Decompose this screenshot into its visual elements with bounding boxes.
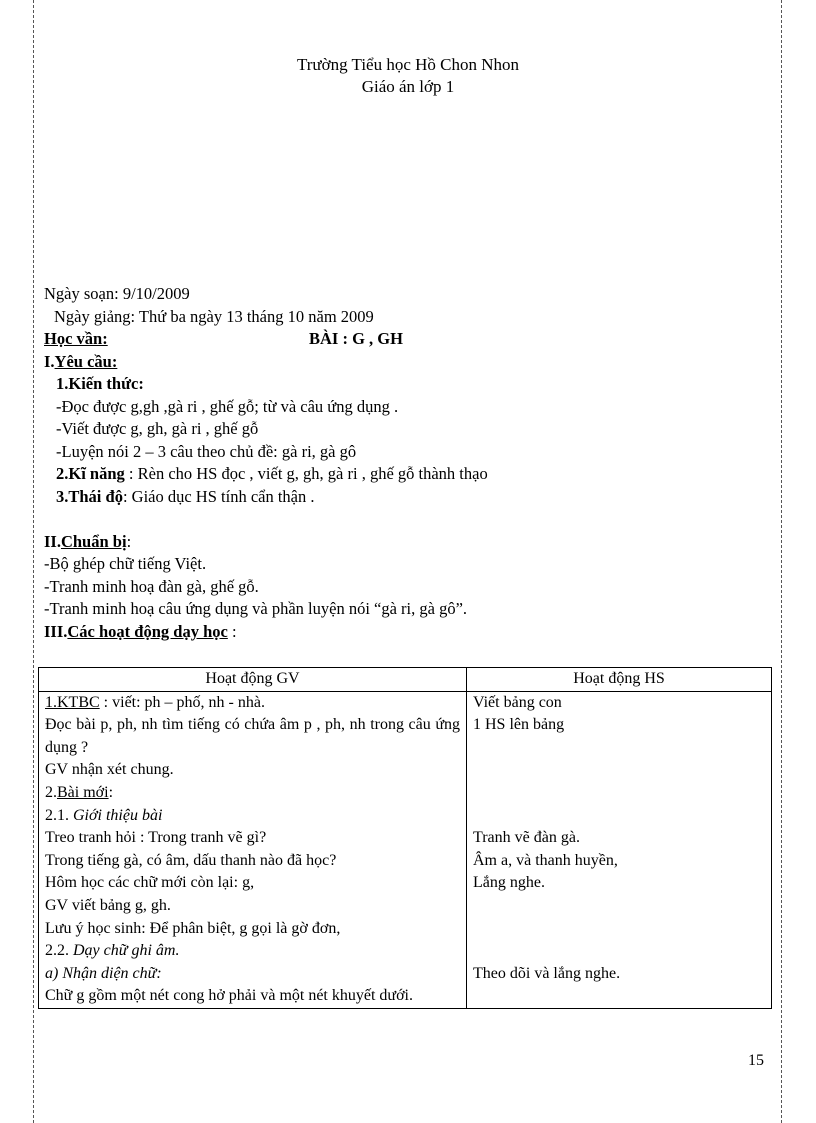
hs-line: 1 HS lên bảng [473, 716, 565, 734]
gv-line: Chữ g gồm một nét cong hở phải và một nét khuyết dưới. [45, 987, 413, 1005]
gv-line: Hôm học các chữ mới còn lại: g, [45, 874, 255, 892]
gv-line: Lưu ý học sinh: Để phân biệt, g gọi là gờ đơn, [45, 919, 341, 937]
item-number: 2.1. [45, 806, 73, 824]
intro-label: Giới thiệu bài [73, 806, 163, 824]
section-preparation-heading [44, 531, 774, 554]
ktbc-text: : viết: ph – phố, nh - nhà. [99, 693, 265, 711]
attitude-line [44, 486, 774, 509]
gv-line: Đọc bài p, ph, nh tìm tiếng có chứa âm p , ph, nh trong câu ứng dụng ? [45, 716, 460, 756]
item-colon: : [108, 783, 114, 801]
table-header-row [39, 668, 772, 692]
knowledge-item: -Viết được g, gh, gà ri , ghế gỗ [56, 419, 259, 438]
new-lesson-label: Bài mới [57, 783, 109, 801]
gv-line: a) Nhận diện chữ: [45, 964, 162, 982]
preparation-item: -Tranh minh hoạ câu ứng dụng và phần luyện nói “gà ri, gà gô”. [44, 599, 468, 618]
ktbc-label: 1.KTBC [45, 693, 100, 711]
knowledge-item: -Đọc được g,gh ,gà ri , ghế gỗ; từ và câu ứng dụng . [56, 396, 399, 416]
lesson-content [44, 283, 774, 643]
preparation-item: -Bộ ghép chữ tiếng Việt. [44, 554, 207, 573]
item-number: 2.2. [45, 942, 73, 960]
section-title: Chuẩn bị [60, 531, 127, 551]
section-number: II. [44, 531, 61, 551]
preparation-item: -Tranh minh hoạ đàn gà, ghế gỗ. [44, 576, 259, 596]
hs-line: Lắng nghe. [473, 874, 545, 892]
item-number: 2. [45, 783, 57, 801]
lesson-heading [44, 328, 774, 351]
gv-line: GV viết bảng g, gh. [45, 896, 171, 914]
knowledge-label: 1.Kiến thức: [56, 374, 144, 393]
lesson-title: BÀI : G , GH [309, 329, 403, 348]
hs-blank [473, 918, 765, 941]
knowledge-item: -Luyện nói 2 – 3 câu theo chủ đề: gà ri, gà gô [56, 441, 357, 461]
gv-line: Treo tranh hỏi : Trong tranh vẽ gì? [45, 829, 267, 847]
teacher-activity-cell [39, 691, 467, 1008]
hs-blank [473, 940, 765, 963]
section-number: I. [44, 351, 55, 371]
section-activities-heading [44, 621, 774, 644]
section-number: III. [44, 621, 68, 641]
school-name: Trường Tiểu học Hồ Chon Nhon [296, 55, 520, 74]
student-activity-cell [467, 691, 772, 1008]
attitude-text: : Giáo dục HS tính cẩn thận . [122, 486, 315, 506]
gv-line [45, 940, 460, 963]
header-student-activity: Hoạt động HS [467, 668, 772, 692]
hs-line: Âm a, và thanh huyền, [473, 851, 618, 869]
gv-line [45, 692, 460, 715]
hs-line: Viết bảng con [473, 693, 562, 711]
hs-blank [473, 737, 765, 760]
lesson-plan-grade: Giáo án lớp 1 [361, 77, 455, 96]
skill-label: 2.Kĩ năng [56, 464, 125, 483]
hs-line: Theo dõi và lắng nghe. [473, 964, 621, 982]
section-title: Các hoạt động dạy học [67, 621, 228, 641]
subject-label: Học vần: [44, 329, 108, 348]
skill-text: : Rèn cho HS đọc , viết g, gh, gà ri , ghế gỗ thành thạo [124, 464, 488, 483]
activities-table [38, 667, 772, 1009]
gv-line [45, 805, 460, 828]
spacer [44, 508, 774, 531]
section-requirements-heading [44, 351, 774, 374]
section-colon: : [126, 531, 132, 551]
hs-blank [473, 759, 765, 782]
header-teacher-activity: Hoạt động GV [39, 668, 467, 692]
hs-line: Tranh vẽ đàn gà. [473, 829, 580, 847]
section-colon: : [227, 621, 237, 641]
hs-blank [473, 782, 765, 805]
section-title: Yêu cầu: [54, 351, 118, 371]
date-taught: Ngày giảng: Thứ ba ngày 13 tháng 10 năm 2009 [54, 306, 374, 326]
date-prepared: Ngày soạn: 9/10/2009 [44, 284, 190, 303]
gv-line: GV nhận xét chung. [45, 761, 174, 779]
page-number: 15 [748, 1052, 764, 1069]
gv-line [45, 782, 460, 805]
skill-line [44, 463, 774, 486]
attitude-label: 3.Thái độ [56, 486, 123, 506]
gv-line: Trong tiếng gà, có âm, dấu thanh nào đã học? [45, 851, 337, 869]
hs-blank [473, 805, 765, 828]
teach-letters-label: Dạy chữ ghi âm. [73, 942, 180, 960]
table-row [39, 691, 772, 1008]
hs-blank [473, 895, 765, 918]
page-header [0, 54, 816, 98]
